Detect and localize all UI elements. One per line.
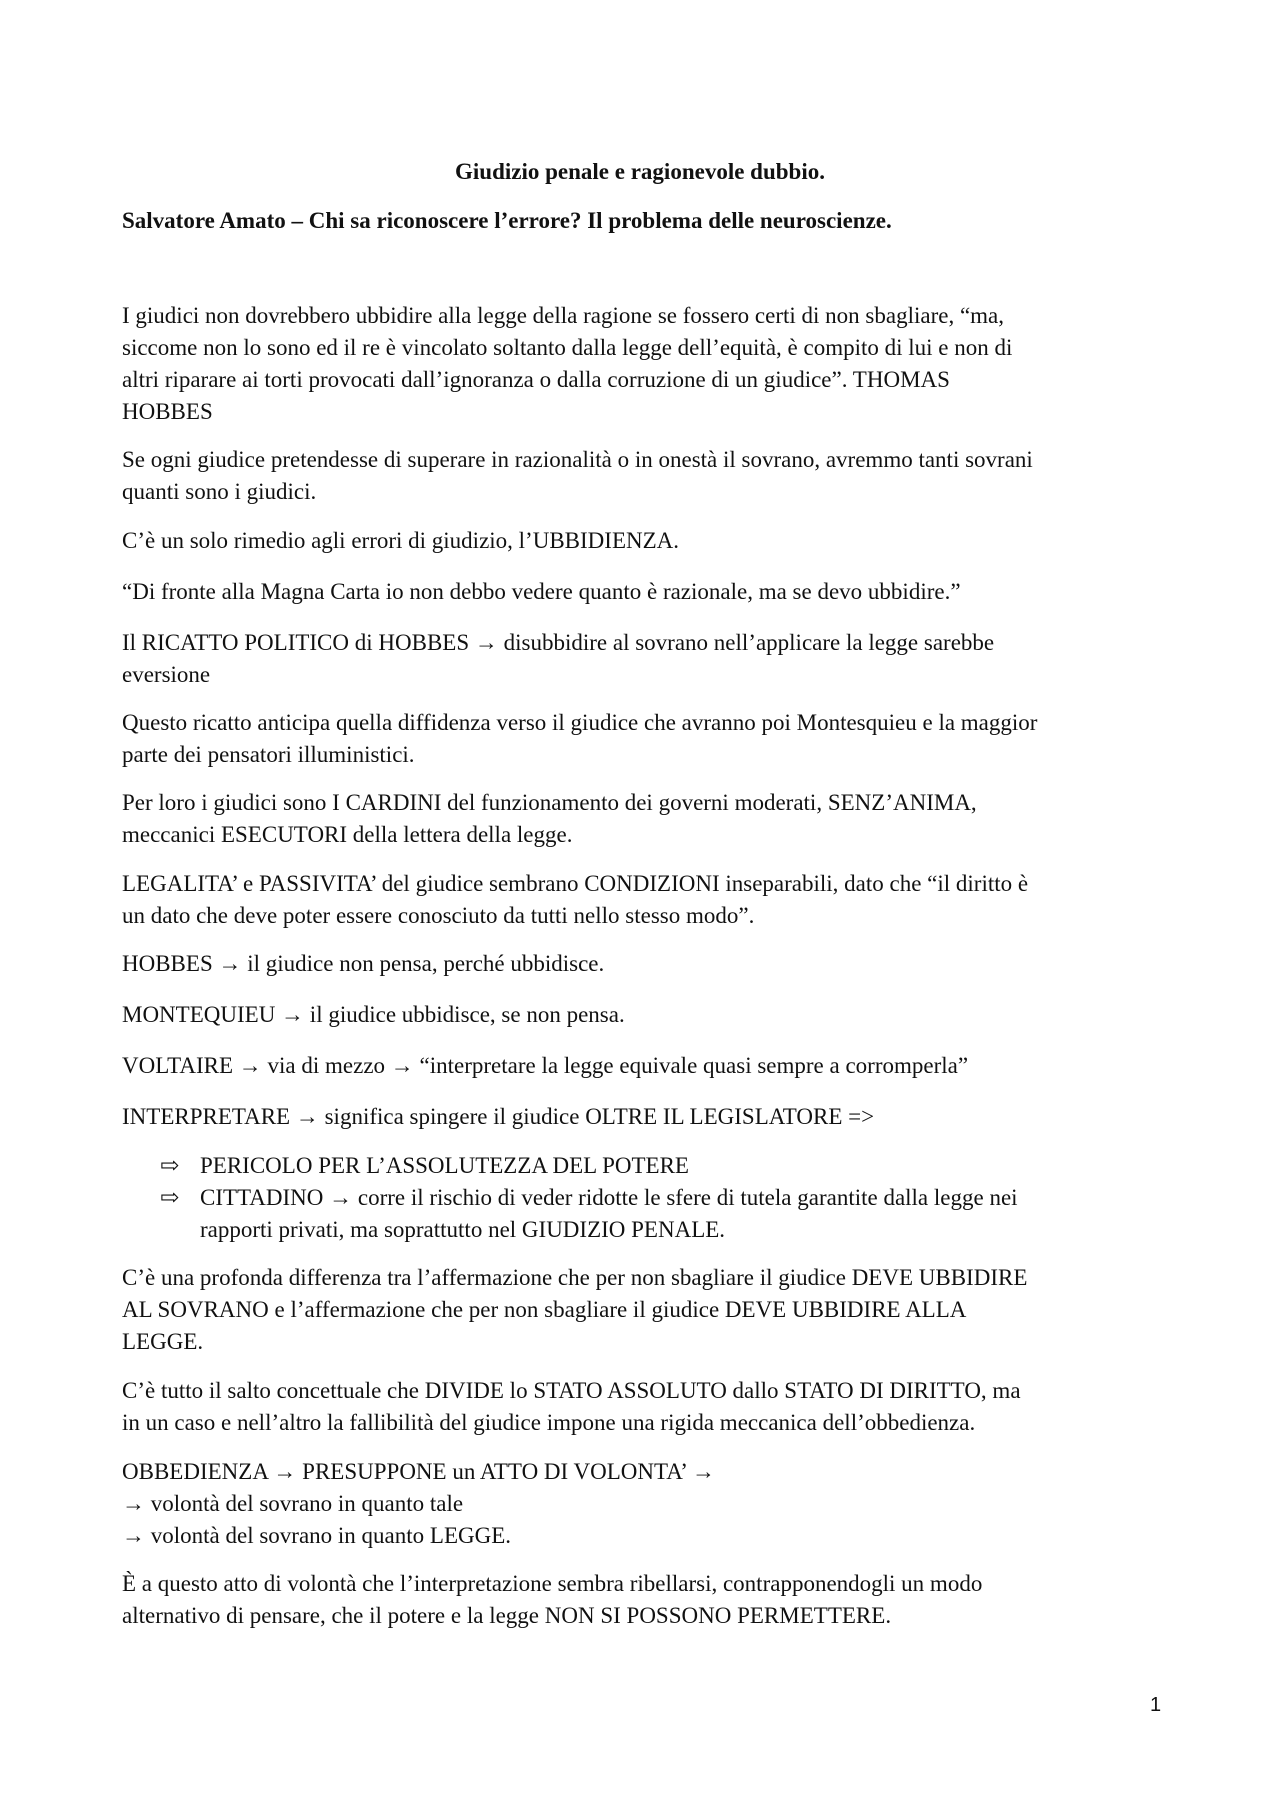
text-line: altri riparare ai torti provocati dall’ignoranza o dalla corruzione di un giudice”. THOMAS: [122, 367, 950, 392]
text-line: “Di fronte alla Magna Carta io non debbo vedere quanto è razionale, ma se devo ubbidire.”: [122, 579, 961, 604]
text-line: C’è un solo rimedio agli errori di giudizio, l’UBBIDIENZA.: [122, 528, 680, 553]
text-line: C’è tutto il salto concettuale che DIVIDE lo STATO ASSOLUTO dallo STATO DI DIRITTO, ma: [122, 1378, 1021, 1403]
text-line: C’è una profonda differenza tra l’affermazione che per non sbagliare il giudice DEVE UBBIDIRE: [122, 1265, 1028, 1290]
text-line: Questo ricatto anticipa quella diffidenza verso il giudice che avranno poi Montesquieu e la maggior: [122, 710, 1038, 735]
arrow-bullet-icon: ⇨: [160, 1153, 180, 1178]
text-line: VOLTAIRE → via di mezzo → “interpretare la legge equivale quasi sempre a corromperla”: [122, 1053, 969, 1078]
text-line: Se ogni giudice pretendesse di superare in razionalità o in onestà il sovrano, avremmo tanti sovrani: [122, 447, 1033, 472]
paragraph-volonta: [122, 1568, 1172, 1632]
text-line: HOBBES: [122, 399, 213, 424]
text-line: OBBEDIENZA → PRESUPPONE un ATTO DI VOLONTA’ →: [122, 1459, 715, 1484]
paragraph-hobbes-quote: [122, 300, 1172, 428]
text-line: → volontà del sovrano in quanto tale: [122, 1491, 464, 1516]
arrow-bullet-icon: ⇨: [160, 1185, 180, 1210]
text-line: LEGALITA’ e PASSIVITA’ del giudice sembrano CONDIZIONI inseparabili, dato che “il diritto è: [122, 871, 1029, 896]
text-line: rapporti privati, ma soprattutto nel GIUDIZIO PENALE.: [200, 1217, 726, 1242]
paragraph-montequieu-summary: [122, 999, 1172, 1031]
document-title: Giudizio penale e ragionevole dubbio.: [455, 159, 825, 184]
bullet-item: [160, 1150, 689, 1182]
text-line: eversione: [122, 662, 211, 687]
text-line: alternativo di pensare, che il potere e la legge NON SI POSSONO PERMETTERE.: [122, 1603, 892, 1628]
paragraph-remedy: [122, 525, 1172, 557]
text-line: PERICOLO PER L’ASSOLUTEZZA DEL POTERE: [200, 1153, 689, 1178]
page-number: 1: [1150, 1694, 1162, 1716]
text-line: Il RICATTO POLITICO di HOBBES → disubbidire al sovrano nell’applicare la legge sarebbe: [122, 630, 995, 655]
text-line: un dato che deve poter essere conosciuto da tutti nello stesso modo”.: [122, 903, 755, 928]
paragraph-cardini: [122, 787, 1172, 851]
text-line: Per loro i giudici sono I CARDINI del funzionamento dei governi moderati, SENZ’ANIMA,: [122, 790, 977, 815]
paragraph-interpretare: [122, 1101, 1172, 1133]
paragraph-hobbes-summary: [122, 948, 1172, 980]
text-line: HOBBES → il giudice non pensa, perché ubbidisce.: [122, 951, 605, 976]
text-line: MONTEQUIEU → il giudice ubbidisce, se non pensa.: [122, 1002, 625, 1027]
text-line: INTERPRETARE → significa spingere il giudice OLTRE IL LEGISLATORE =>: [122, 1104, 875, 1129]
paragraph-montesquieu: [122, 707, 1172, 771]
paragraph-salto-concettuale: [122, 1375, 1172, 1439]
paragraph-differenza: [122, 1262, 1172, 1358]
paragraph-obbedienza: [122, 1456, 1172, 1552]
text-line: siccome non lo sono ed il re è vincolato soltanto dalla legge dell’equità, è compito di lui e non di: [122, 335, 1013, 360]
text-line: → volontà del sovrano in quanto LEGGE.: [122, 1523, 512, 1548]
text-line: CITTADINO → corre il rischio di veder ridotte le sfere di tutela garantite dalla legge nei: [200, 1185, 1018, 1210]
paragraph-legalita: [122, 868, 1172, 932]
document-subtitle: Salvatore Amato – Chi sa riconoscere l’errore? Il problema delle neuroscienze.: [122, 208, 892, 233]
text-line: I giudici non dovrebbero ubbidire alla legge della ragione se fossero certi di non sbagliare, “ma,: [122, 303, 1004, 328]
text-line: AL SOVRANO e l’affermazione che per non sbagliare il giudice DEVE UBBIDIRE ALLA: [122, 1297, 967, 1322]
text-line: quanti sono i giudici.: [122, 479, 317, 504]
bullet-item: [160, 1182, 1018, 1246]
text-line: parte dei pensatori illuministici.: [122, 742, 415, 767]
text-line: in un caso e nell’altro la fallibilità del giudice impone una rigida meccanica dell’obbedienza.: [122, 1410, 976, 1435]
paragraph-magna-carta: [122, 576, 1172, 608]
text-line: meccanici ESECUTORI della lettera della legge.: [122, 822, 573, 847]
paragraph-political-blackmail: [122, 627, 1172, 691]
paragraph-voltaire: [122, 1050, 1172, 1082]
paragraph-sovereign: [122, 444, 1172, 508]
text-line: LEGGE.: [122, 1329, 204, 1354]
text-line: È a questo atto di volontà che l’interpretazione sembra ribellarsi, contrapponendogli un modo: [122, 1571, 983, 1596]
